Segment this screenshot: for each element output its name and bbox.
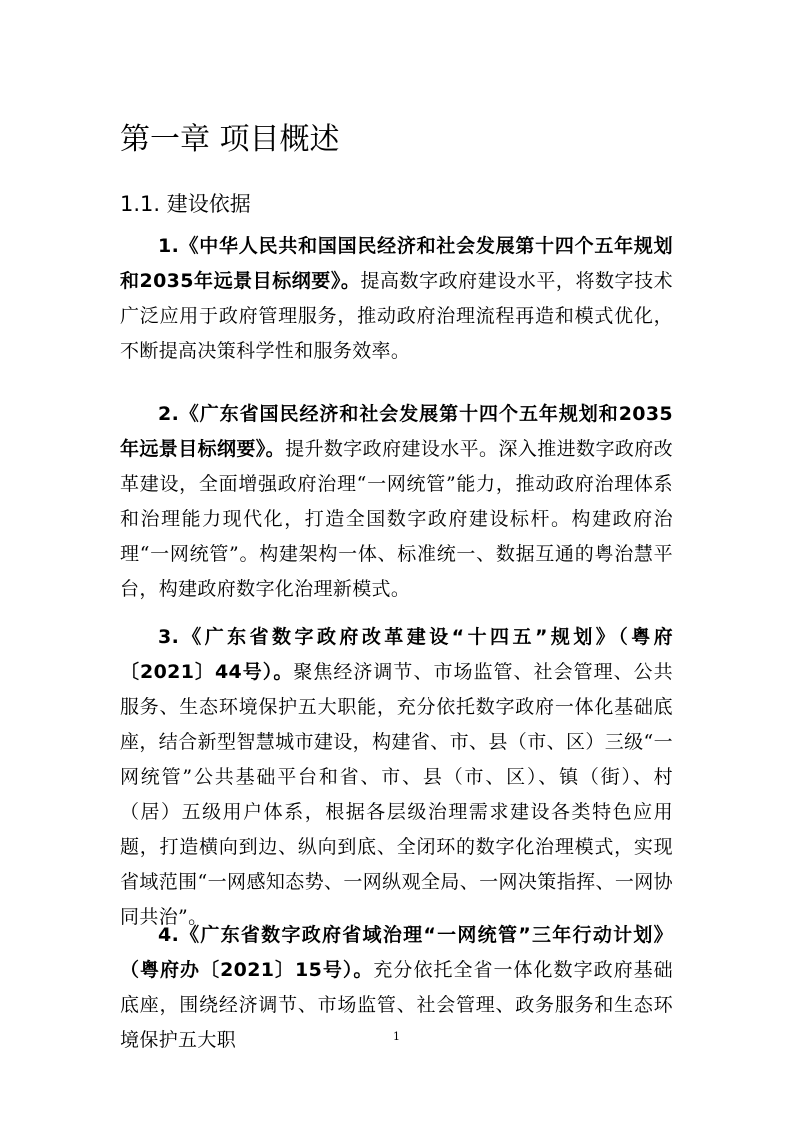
paragraph-1-text: 提高数字政府建设水平，将数字技术广泛应用于政府管理服务，推动政府治理流程再造和模式优化，不断提高决策科学性和服务效率。 <box>120 270 673 362</box>
paragraph-4-text: 充分依托全省一体化数字政府基础底座，围绕经济调节、市场监管、社会管理、政务服务和生态环境保护五大职 <box>120 959 673 1051</box>
paragraph-2-title: 2.《广东省国民经济和社会发展第十四个五年规划和2035年远景目标纲要》。 <box>120 403 673 460</box>
paragraph-3-title: 3.《广东省数字政府改革建设“十四五”规划》（粤府〔2021〕44号）。 <box>120 626 673 683</box>
paragraph-1-title: 1.《中华人民共和国国民经济和社会发展第十四个五年规划和2035年远景目标纲要》。 <box>120 235 673 292</box>
paragraph-3 <box>120 620 673 935</box>
chapter-title: 第一章 项目概述 <box>120 122 340 157</box>
paragraph-2-text: 提升数字政府建设水平。深入推进数字政府改革建设，全面增强政府治理“一网统管”能力，推动政府治理体系和治理能力现代化，打造全国数字政府建设标杆。构建政府治理“一网统管”。构建架构一体、标准统一、数据互通的粤治慧平台，构建政府数字化治理新模式。 <box>120 438 673 600</box>
paragraph-1 <box>120 229 673 369</box>
section-title: 1.1. 建设依据 <box>120 192 251 216</box>
paragraph-3-text: 聚焦经济调节、市场监管、社会管理、公共服务、生态环境保护五大职能，充分依托数字政府一体化基础底座，结合新型智慧城市建设，构建省、市、县（市、区）三级“一网统管”公共基础平台和省、市、县（市、区）、镇（街）、村（居）五级用户体系，根据各层级治理需求建设各类特色应用题，打造横向到边、纵向到底、全闭环的数字化治理模式，实现省域范围“一网感知态势、一网纵观全局、一网决策指挥、一网协同共治”。 <box>120 661 673 928</box>
page-number: 1 <box>393 1030 400 1043</box>
paragraph-4-title: 4.《广东省数字政府省域治理“一网统管”三年行动计划》（粤府办〔2021〕15号）。 <box>120 924 673 981</box>
paragraph-2 <box>120 397 673 607</box>
